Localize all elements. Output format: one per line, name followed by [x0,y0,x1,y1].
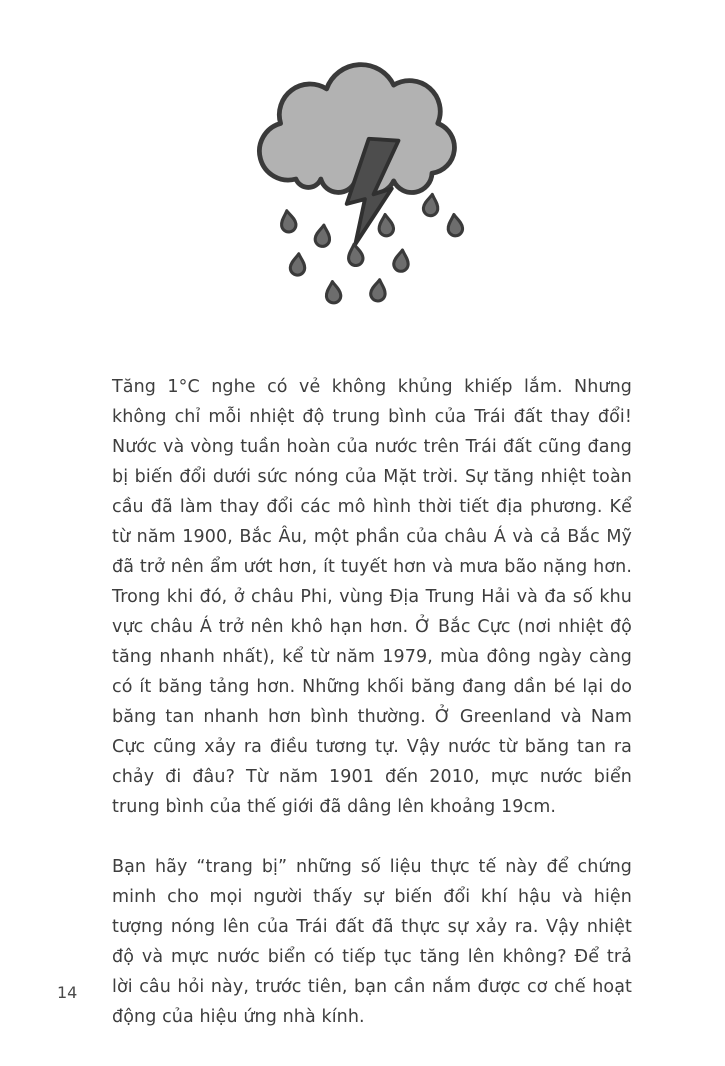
storm-cloud-illustration [0,0,725,327]
raindrop-icon [377,214,393,237]
raindrop-icon [314,224,331,247]
raindrop-icon [369,279,386,302]
raindrop-icon [446,214,463,237]
raindrop-icon [422,194,439,217]
paragraph-call-to-action: Bạn hãy “trang bị” những số liệu thực tế này để chứng minh cho mọi người thấy sự biến đổi khí hậu và hiện tượng nóng lên của Trái đất đã thực sự xảy ra. Vậy nhiệt độ và mực nước biển có tiếp tục tăng lên không? Để trả lời câu hỏi này, trước tiên, bạn cần nắm được cơ chế hoạt động của hiệu ứng nhà kính. [112,857,632,1027]
rain-cloud-lightning-icon [248,35,478,323]
raindrop-icon [346,243,363,266]
raindrop-icon [393,249,410,272]
raindrop-icon [289,253,305,276]
raindrop-icon [279,210,296,233]
page-number: 14 [57,983,78,1002]
raindrop-icon [325,281,341,304]
body-text [112,372,632,1032]
paragraph-climate-changes: Tăng 1°C nghe có vẻ không khủng khiếp lắm. Nhưng không chỉ mỗi nhiệt độ trung bình của Trái đất thay đổi! Nước và vòng tuần hoàn của nước trên Trái đất cũng đang bị biến đổi dưới sức nóng của Mặt trời. Sự tăng nhiệt toàn cầu đã làm thay đổi các mô hình thời tiết địa phương. Kể từ năm 1900, Bắc Âu, một phần của châu Á và cả Bắc Mỹ đã trở nên ẩm ướt hơn, ít tuyết hơn và mưa bão nặng hơn. Trong khi đó, ở châu Phi, vùng Địa Trung Hải và đa số khu vực châu Á trở nên khô hạn hơn. Ở Bắc Cực (nơi nhiệt độ tăng nhanh nhất), kể từ năm 1979, mùa đông ngày càng có ít băng tảng hơn. Những khối băng đang dần bé lại do băng tan nhanh hơn bình thường. Ở Greenland và Nam Cực cũng xảy ra điều tương tự. Vậy nước từ băng tan ra chảy đi đâu? Từ năm 1901 đến 2010, mực nước biển trung bình của thế giới đã dâng lên khoảng 19cm. [112,377,632,817]
